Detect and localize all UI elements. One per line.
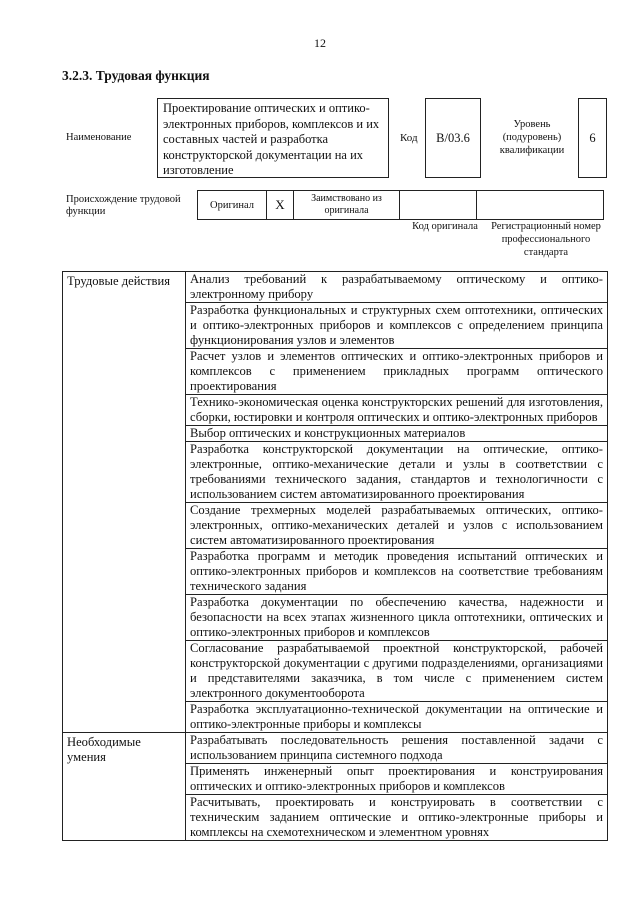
labor-action-item: Выбор оптических и конструкционных материалов — [186, 426, 608, 442]
original-code-caption: Код оригинала — [412, 221, 478, 232]
origin-row — [198, 190, 608, 220]
labor-action-item: Разработка функциональных и структурных схем оптотехники, оптических и оптико-электронных приборов и комплексов с определением принципа функционирования узлов и элементов — [186, 303, 608, 349]
registration-number-cell — [476, 190, 604, 220]
section-title: 3.2.3. Трудовая функция — [62, 68, 210, 83]
labor-action-item: Разработка документации по обеспечению качества, надежности и безопасности на всех этапах жизненного цикла оптотехники, оптических и оптико-электронных приборов и комплексов — [186, 595, 608, 641]
skill-item: Применять инженерный опыт проектирования и конструирования оптических и оптико-электронных приборов и комплексов — [186, 764, 608, 795]
origin-code-cell — [399, 190, 477, 220]
labor-action-item: Согласование разрабатываемой проектной конструкторской, рабочей конструкторской документации с другими подразделениями, организациями и представителями заказчика, в том числе с применением систем электронного документооборота — [186, 641, 608, 702]
labor-action-item: Разработка программ и методик проведения испытаний оптических и оптико-электронных приборов и комплексов на соответствие требованиям технического задания — [186, 549, 608, 595]
code-label: Код — [400, 132, 418, 144]
skill-category: Необходимые умения — [63, 733, 186, 841]
skill-item: Разрабатывать последовательность решения поставленной задачи с использованием принципа системного подхода — [186, 733, 608, 764]
function-table — [62, 271, 608, 841]
labor-action-item: Технико-экономическая оценка конструкторских решений для изготовления, сборки, юстировки и контроля оптических и оптико-электронных приборов — [186, 395, 608, 426]
borrowed-cell: Заимствовано из оригинала — [293, 190, 400, 220]
labor-action-item: Расчет узлов и элементов оптических и оптико-электронных приборов и комплексов с применением прикладных программ оптического проектирования — [186, 349, 608, 395]
labor-action-item: Анализ требований к разрабатываемому оптическому и оптико-электронному прибору — [186, 272, 608, 303]
labor-action-item: Разработка эксплуатационно-технической документации на оптические и оптико-электронные приборы и комплексы — [186, 702, 608, 733]
labor-action-item: Создание трехмерных моделей разрабатываемых оптических, оптико-электронных, оптико-механических деталей и узлов с использованием систем автоматизированного проектирования — [186, 503, 608, 549]
labor-action-row — [63, 272, 608, 303]
qualification-level-box: 6 — [578, 98, 607, 178]
original-mark-cell: X — [266, 190, 294, 220]
code-value-box: B/03.6 — [425, 98, 481, 178]
function-table-body — [63, 272, 608, 841]
registration-number-caption: Регистрационный номер профессионального стандарта — [491, 221, 601, 258]
skill-row — [63, 733, 608, 764]
labor-action-item: Разработка конструкторской документации на оптические, оптико-электронные, оптико-механические детали и узлы в соответствии с требованиями технического задания, стандартов и технологичности с использованием систем автоматизированного проектирования — [186, 442, 608, 503]
labor-action-category: Трудовые действия — [63, 272, 186, 733]
name-label: Наименование — [66, 132, 132, 143]
qualification-level-label: Уровень (подуровень) квалификации — [499, 119, 565, 156]
origin-label: Происхождение трудовой функции — [66, 194, 181, 217]
function-name-box: Проектирование оптических и оптико-электронных приборов, комплексов и их составных частей и разработка конструкторской документации на их изготовление — [157, 98, 389, 178]
page-number: 12 — [314, 36, 326, 50]
skill-item: Расчитывать, проектировать и конструировать в соответствии с техническим заданием оптические и оптико-электронные приборы и комплексы на схемотехническом и элементном уровнях — [186, 795, 608, 841]
original-cell: Оригинал — [197, 190, 267, 220]
